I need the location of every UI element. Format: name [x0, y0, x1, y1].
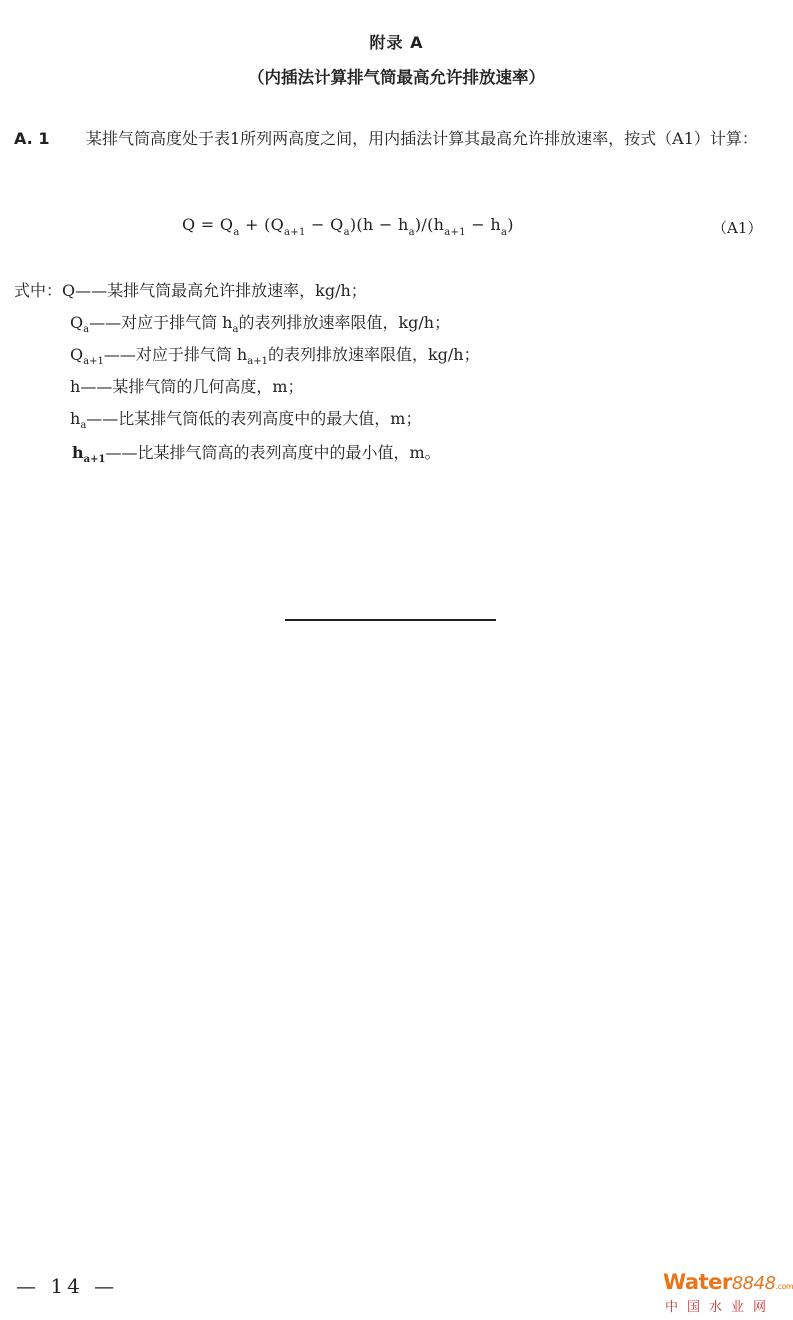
- definition-line: [72, 440, 441, 465]
- watermark-logo-number: 8848: [731, 1273, 776, 1294]
- formula-lhs: Q: [182, 215, 196, 234]
- definition-symbol: Q: [70, 345, 84, 364]
- formula-subscript: a: [343, 227, 350, 238]
- definition-symbol: Q: [70, 313, 84, 332]
- formula-eq: =: [195, 215, 220, 234]
- clause-text: 某排气筒高度处于表1所列两高度之间，用内插法计算其最高允许排放速率，按式（A1）计算：: [86, 129, 758, 148]
- definition-text: ——对应于排气筒 h: [103, 345, 248, 364]
- definition-text: ——某排气筒的几何高度，m；: [80, 377, 304, 396]
- definition-subscript: a: [232, 324, 239, 335]
- definition-symbol: h: [70, 409, 81, 428]
- formula-subscript: a: [233, 227, 240, 238]
- formula-op: + (: [239, 215, 271, 234]
- formula-subscript: a: [408, 227, 415, 238]
- formula-subscript: a+1: [284, 227, 306, 238]
- definition-line: [70, 342, 480, 367]
- definition-line: [70, 406, 421, 431]
- definition-subscript: a+1: [83, 356, 104, 367]
- definition-symbol: Q: [62, 281, 76, 300]
- formula-number: （A1）: [712, 219, 763, 237]
- definition-text: ——对应于排气筒 h: [89, 313, 233, 332]
- definition-symbol: h: [70, 377, 81, 396]
- section-end-rule: [285, 619, 496, 621]
- definition-text: ——某排气筒最高允许排放速率，kg/h；: [75, 281, 367, 300]
- watermark-logo-text: Water: [663, 1270, 732, 1294]
- watermark-logo-domain: .com: [775, 1282, 793, 1291]
- formula-op: ): [507, 215, 514, 234]
- formula-op: )(h − h: [349, 215, 409, 234]
- definition-text: ——比某排气筒低的表列高度中的最大值，m；: [86, 409, 422, 428]
- definition-subscript: a: [83, 324, 90, 335]
- definitions-lead: 式中：: [14, 281, 63, 300]
- formula-term: Q: [270, 215, 285, 234]
- formula-op: −: [305, 215, 331, 234]
- definition-subscript: a+1: [83, 454, 106, 465]
- definition-subscript: a: [80, 420, 87, 431]
- appendix-title: 附录 A: [369, 33, 424, 52]
- formula-term: Q: [219, 215, 234, 234]
- definition-text: ——比某排气筒高的表列高度中的最小值，m。: [105, 443, 441, 462]
- definition-line: [70, 310, 450, 335]
- formula-subscript: a: [500, 227, 508, 238]
- page-number: — 14 —: [16, 1274, 119, 1298]
- formula-op: )/(h: [414, 215, 445, 234]
- watermark-subtext: 中国水业网: [665, 1300, 776, 1315]
- definition-text: 的表列排放速率限值，kg/h；: [267, 345, 480, 364]
- definition-line: [70, 374, 304, 397]
- watermark-logo: [663, 1270, 793, 1294]
- formula-term: Q: [330, 215, 344, 234]
- appendix-subtitle: （内插法计算排气筒最高允许排放速率）: [248, 68, 545, 87]
- formula-subscript: a+1: [444, 227, 466, 238]
- formula-op: − h: [465, 215, 501, 234]
- clause-a1: [14, 122, 774, 155]
- definition-subscript: a+1: [247, 356, 268, 367]
- clause-number: A. 1: [14, 129, 50, 148]
- formula-a1: [182, 215, 514, 238]
- definition-text: 的表列排放速率限值，kg/h；: [238, 313, 451, 332]
- definition-symbol: h: [72, 443, 84, 462]
- definition-line: [14, 278, 367, 301]
